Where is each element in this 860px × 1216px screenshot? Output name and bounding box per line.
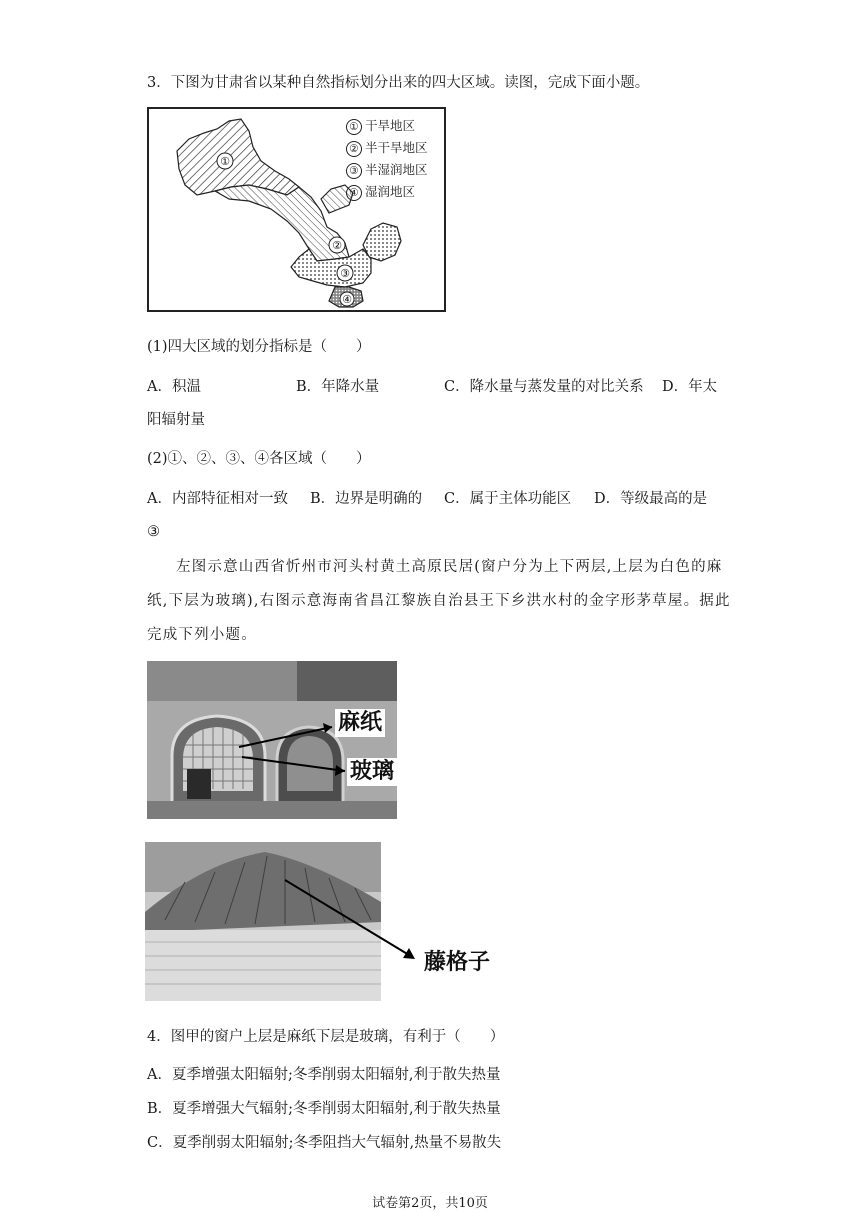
q3-sub2-option-d[interactable]: D．等级最高的是 [594,491,708,507]
q3-sub2-option-d-continued: ③ [147,524,160,540]
passage-line-3: 完成下列小题。 [147,627,257,643]
q4-option-c[interactable]: C．夏季削弱太阳辐射;冬季阻挡大气辐射,热量不易散失 [147,1135,502,1151]
legend-num: ① [346,119,362,135]
legend-item-semi-arid [346,138,428,157]
label-glass: 玻璃 [347,758,397,786]
page-footer: 试卷第2页，共10页 [372,1196,488,1211]
legend-label: 半干旱地区 [365,140,428,155]
region-4-label: ④ [342,293,352,306]
passage-line-2: 纸,下层为玻璃),右图示意海南省昌江黎族自治县王下乡洪水村的金字形茅草屋。据此 [147,593,731,609]
gansu-region-map [147,107,446,312]
q3-sub2-option-b[interactable]: B．边界是明确的 [310,491,423,507]
region-2-label: ② [332,239,342,252]
q3-sub1-option-a[interactable]: A．积温 [147,379,201,395]
legend-item-semi-humid [346,160,428,179]
q3-sub2-option-a[interactable]: A．内部特征相对一致 [147,491,288,507]
legend-num: ③ [346,163,362,179]
q3-sub1-stem: (1)四大区域的划分指标是（ ） [147,339,371,355]
label-rattan-lattice: 藤格子 [424,950,491,975]
q3-sub1-option-d-continued: 阳辐射量 [147,412,205,428]
legend-num: ② [346,141,362,157]
legend-item-arid [346,116,415,135]
q4-option-a[interactable]: A．夏季增强太阳辐射;冬季削弱太阳辐射,利于散失热量 [147,1067,501,1083]
passage-line-1: 左图示意山西省忻州市河头村黄土高原民居(窗户分为上下两层,上层为白色的麻 [176,559,723,575]
legend-item-humid [346,182,415,201]
legend-num: ④ [346,185,362,201]
region-1-label: ① [220,155,230,168]
q3-sub1-option-d[interactable]: D．年太 [662,379,718,395]
q4-option-b[interactable]: B．夏季增强大气辐射;冬季削弱太阳辐射,利于散失热量 [147,1101,501,1117]
cave-dwelling-photo [147,661,397,819]
legend-label: 干旱地区 [365,118,416,133]
q3-sub1-option-c[interactable]: C．降水量与蒸发量的对比关系 [444,379,644,395]
legend-label: 湿润地区 [365,184,416,199]
label-paper: 麻纸 [335,709,385,737]
region-3-label: ③ [340,267,350,280]
thatched-hut-image [145,842,505,1001]
region-1-arid [177,119,299,195]
q3-sub2-stem: (2)①、②、③、④各区域（ ） [147,451,371,467]
q3-sub1-option-b[interactable]: B．年降水量 [296,379,380,395]
q3-sub2-option-c[interactable]: C．属于主体功能区 [444,491,572,507]
legend-label: 半湿润地区 [365,162,428,177]
q3-stem: 3．下图为甘肃省以某种自然指标划分出来的四大区域。读图，完成下面小题。 [147,75,650,91]
thatched-hut-photo [145,842,505,1001]
q4-stem: 4．图甲的窗户上层是麻纸下层是玻璃，有利于（ ） [147,1029,505,1045]
cave-dwelling-image [147,661,397,819]
